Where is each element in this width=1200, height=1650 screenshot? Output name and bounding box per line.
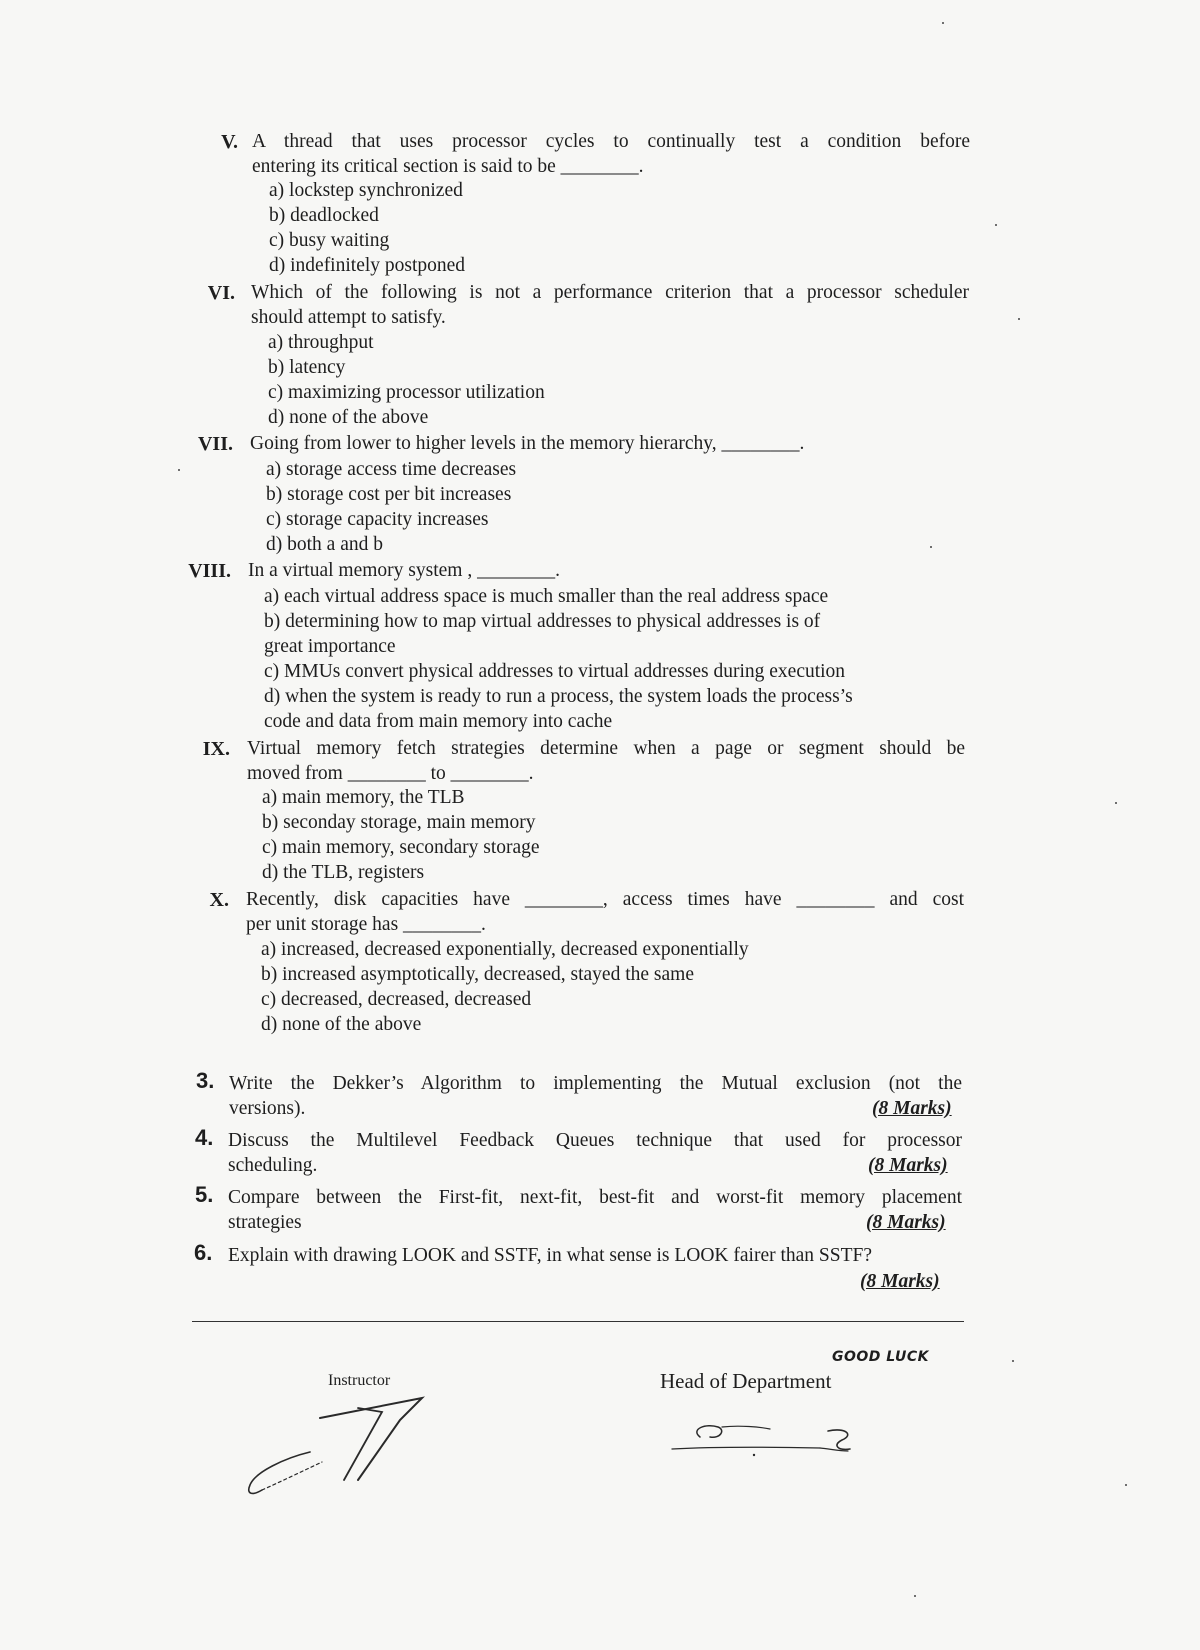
- stem-line: A thread that uses processor cycles to continually test a condition before: [252, 131, 970, 152]
- stem-line: per unit storage has ________.: [246, 913, 486, 935]
- stem-line: Going from lower to higher levels in the memory hierarchy, ________.: [250, 433, 805, 454]
- stem-line: entering its critical section is said to be ________.: [252, 155, 644, 177]
- head-of-department-signature: [670, 1415, 860, 1465]
- question-number: 6.: [194, 1240, 213, 1265]
- question-number: X.: [209, 889, 229, 911]
- question-text: Discuss the Multilevel Feedback Queues technique that used for processor: [228, 1130, 962, 1151]
- option: a) increased, decreased exponentially, decreased exponentially: [261, 939, 749, 960]
- option: great importance: [264, 636, 396, 657]
- option: c) main memory, secondary storage: [262, 837, 540, 858]
- marks-label: (8 Marks): [866, 1212, 946, 1233]
- scan-speck: [995, 224, 997, 226]
- question-number: V.: [221, 131, 238, 153]
- option: d) none of the above: [261, 1014, 422, 1035]
- option: b) seconday storage, main memory: [262, 812, 536, 833]
- option: d) none of the above: [268, 407, 429, 428]
- marks-label: (8 Marks): [868, 1155, 948, 1176]
- scan-speck: [1125, 1484, 1127, 1486]
- question-stem: [248, 559, 808, 584]
- stem-line: Which of the following is not a performance criterion that a processor scheduler: [251, 282, 969, 303]
- question-text: Compare between the First-fit, next-fit, best-fit and worst-fit memory placement: [228, 1187, 962, 1208]
- option: c) MMUs convert physical addresses to virtual addresses during execution: [264, 661, 846, 682]
- question-text: Explain with drawing LOOK and SSTF, in what sense is LOOK fairer than SSTF?: [228, 1245, 873, 1266]
- scan-speck: [1018, 318, 1020, 320]
- question-stem: [247, 737, 965, 786]
- option: a) each virtual address space is much smaller than the real address space: [264, 586, 829, 607]
- option: code and data from main memory into cache: [264, 711, 613, 732]
- question-stem: [252, 130, 970, 179]
- option: c) storage capacity increases: [266, 509, 489, 530]
- question-number: VIII.: [188, 560, 231, 582]
- question-number: VII.: [197, 433, 233, 455]
- question-number: 3.: [196, 1068, 215, 1093]
- good-luck-text: GOOD LUCK: [832, 1349, 929, 1365]
- question-stem: [250, 432, 890, 457]
- option: b) latency: [268, 357, 346, 378]
- stem-line: Virtual memory fetch strategies determine when a page or segment should be: [247, 738, 965, 759]
- question-stem: [251, 281, 969, 330]
- option: c) decreased, decreased, decreased: [261, 989, 532, 1010]
- question-text: Write the Dekker’s Algorithm to implementing the Mutual exclusion (not the: [229, 1073, 962, 1094]
- stem-line: Recently, disk capacities have ________, access times have ________ and cost: [246, 889, 964, 910]
- question-text: strategies: [228, 1212, 302, 1233]
- question-text: scheduling.: [228, 1155, 318, 1176]
- option: b) determining how to map virtual addresses to physical addresses is of: [264, 611, 821, 632]
- option: a) lockstep synchronized: [269, 180, 463, 201]
- option: a) main memory, the TLB: [262, 787, 465, 808]
- option: a) throughput: [268, 332, 374, 353]
- stem-line: moved from ________ to ________.: [247, 762, 534, 784]
- head-of-department-label: Head of Department: [660, 1369, 832, 1393]
- option: c) busy waiting: [269, 230, 390, 251]
- divider-line: [192, 1321, 964, 1322]
- question-number: IX.: [202, 738, 230, 760]
- option: a) storage access time decreases: [266, 459, 517, 480]
- option: d) the TLB, registers: [262, 862, 425, 883]
- question-number: VI.: [207, 282, 235, 304]
- option: b) storage cost per bit increases: [266, 484, 512, 505]
- marks-label: (8 Marks): [860, 1271, 940, 1292]
- scan-speck: [942, 22, 944, 24]
- marks-label: (8 Marks): [872, 1098, 952, 1119]
- option: b) increased asymptotically, decreased, stayed the same: [261, 964, 694, 985]
- scan-speck: [914, 1595, 916, 1597]
- option: d) both a and b: [266, 534, 383, 555]
- instructor-label: Instructor: [328, 1372, 391, 1389]
- option: b) deadlocked: [269, 205, 379, 226]
- stem-line: should attempt to satisfy.: [251, 306, 446, 328]
- option: c) maximizing processor utilization: [268, 382, 545, 403]
- scan-speck: [1012, 1360, 1014, 1362]
- option: d) indefinitely postponed: [269, 255, 466, 276]
- question-text: versions).: [229, 1098, 306, 1119]
- question-number: 5.: [195, 1182, 214, 1207]
- stem-line: In a virtual memory system , ________.: [248, 560, 560, 581]
- scan-speck: [930, 546, 932, 548]
- instructor-signature: [240, 1390, 440, 1500]
- question-number: 4.: [195, 1125, 214, 1150]
- scan-speck: [1115, 802, 1117, 804]
- option: d) when the system is ready to run a process, the system loads the process’s: [264, 686, 853, 707]
- scan-speck: [178, 469, 180, 471]
- question-stem: [246, 888, 964, 937]
